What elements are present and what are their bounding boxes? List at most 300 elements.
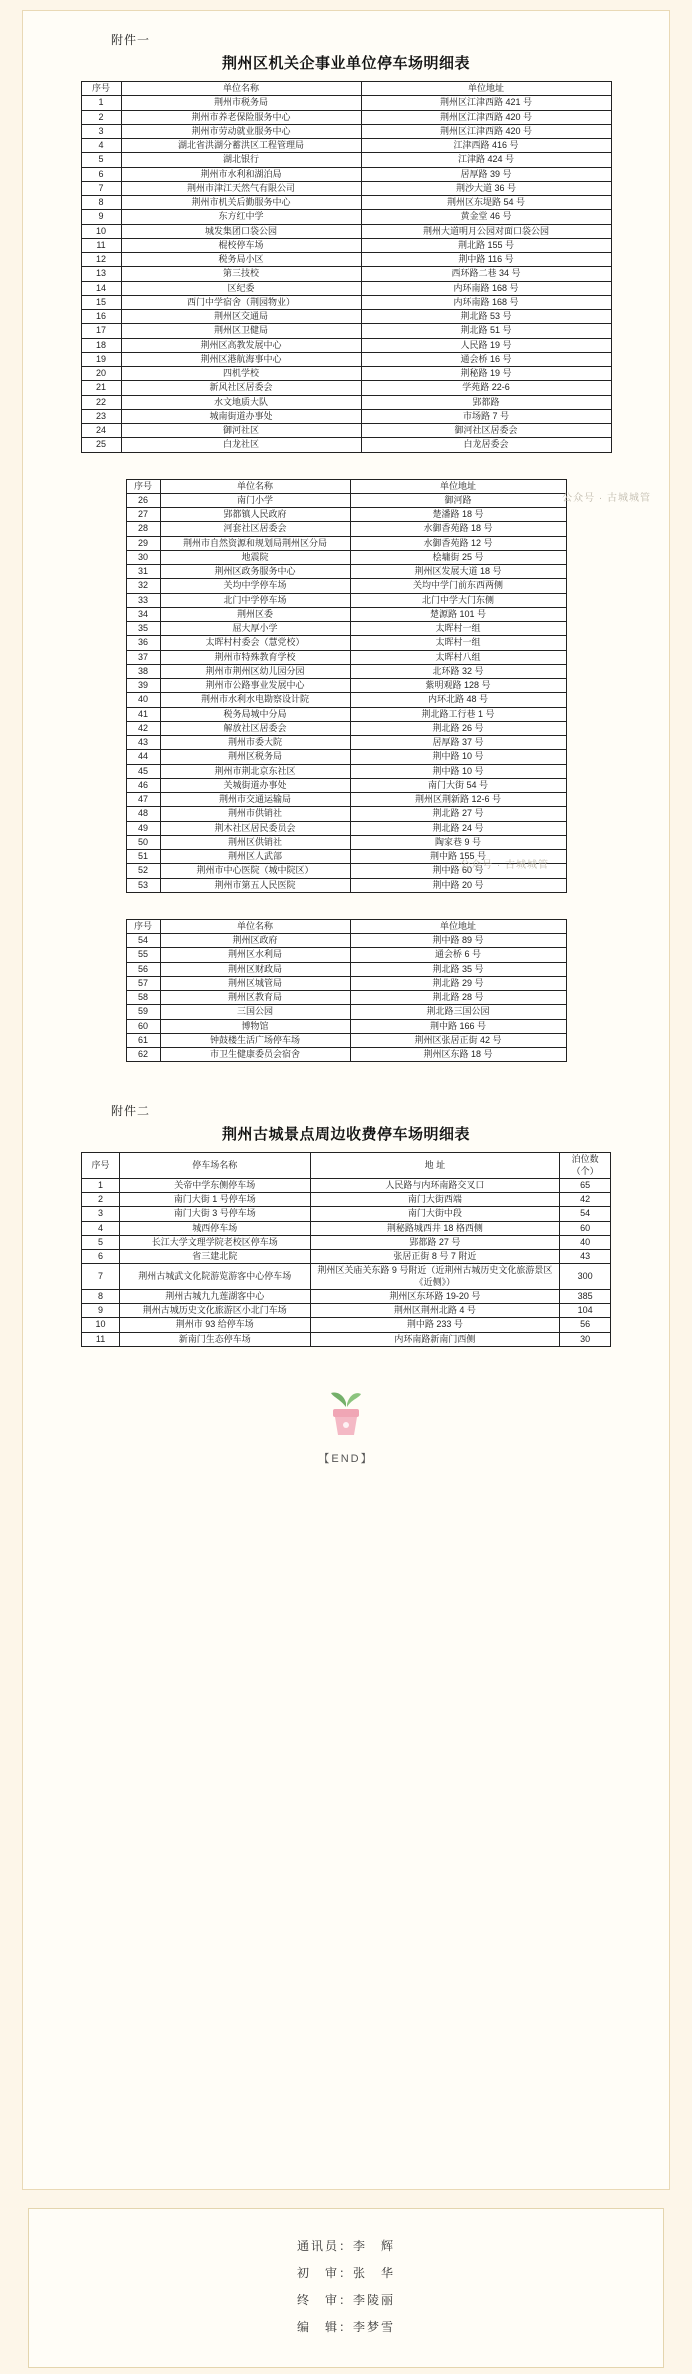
cell-index: 25 <box>81 438 121 452</box>
cell-unit-address: 荆中路 155 号 <box>350 850 566 864</box>
cell-unit-address: 水御香苑路 18 号 <box>350 522 566 536</box>
cell-unit-name: 荆州区卫健局 <box>121 324 361 338</box>
cell-index: 40 <box>126 693 160 707</box>
cell-unit-name: 御河社区 <box>121 424 361 438</box>
cell-unit-name: 南门小学 <box>160 493 350 507</box>
table-header-row <box>126 919 566 933</box>
cell-unit-name: 西门中学宿舍（荆园物业） <box>121 295 361 309</box>
table-row <box>126 807 566 821</box>
table-row <box>81 424 611 438</box>
cell-unit-address: 楚源路 101 号 <box>350 607 566 621</box>
cell-unit-name: 关城街道办事处 <box>160 778 350 792</box>
table-row <box>126 707 566 721</box>
attachment-2-title: 荆州古城景点周边收费停车场明细表 <box>221 1126 470 1144</box>
cell-index: 6 <box>81 167 121 181</box>
cell-unit-address: 荆州区张居正街 42 号 <box>350 1033 566 1047</box>
cell-address: 荆中路 233 号 <box>310 1318 560 1332</box>
table-row <box>126 1019 566 1033</box>
table-row <box>126 878 566 892</box>
table-row <box>126 764 566 778</box>
table-row <box>81 238 611 252</box>
cell-unit-address: 荆州区东路 18 号 <box>350 1048 566 1062</box>
cell-unit-name: 荆州区人武部 <box>160 850 350 864</box>
cell-address: 郢都路 27 号 <box>310 1235 560 1249</box>
cell-index: 1 <box>82 1178 120 1192</box>
cell-index: 6 <box>82 1250 120 1264</box>
table-row <box>81 167 611 181</box>
cell-unit-address: 荆州区发展大道 18 号 <box>350 565 566 579</box>
cell-spaces: 54 <box>560 1207 611 1221</box>
cell-unit-address: 荆州区江津西路 420 号 <box>361 124 611 138</box>
col-header-lot-name: 停车场名称 <box>120 1153 310 1179</box>
cell-unit-address: 荆北路 51 号 <box>361 324 611 338</box>
attachment-1-label: 附件一 <box>111 33 151 47</box>
table-row <box>82 1193 611 1207</box>
cell-unit-address: 郢都路 <box>361 395 611 409</box>
cell-unit-name: 市卫生健康委员会宿舍 <box>160 1048 350 1062</box>
table-row <box>126 934 566 948</box>
cell-index: 50 <box>126 835 160 849</box>
cell-index: 22 <box>81 395 121 409</box>
cell-unit-address: 荆中路 89 号 <box>350 934 566 948</box>
cell-index: 28 <box>126 522 160 536</box>
cell-unit-address: 荆中路 166 号 <box>350 1019 566 1033</box>
cell-unit-address: 太晖村八组 <box>350 650 566 664</box>
cell-index: 11 <box>82 1332 120 1346</box>
cell-index: 10 <box>81 224 121 238</box>
cell-unit-name: 太晖村村委会（慧党校） <box>160 636 350 650</box>
table-row <box>81 310 611 324</box>
cell-spaces: 56 <box>560 1318 611 1332</box>
cell-index: 34 <box>126 607 160 621</box>
table-row <box>126 493 566 507</box>
cell-unit-name: 湖北银行 <box>121 153 361 167</box>
cell-unit-name: 荆州市交通运输局 <box>160 793 350 807</box>
cell-unit-name: 白龙社区 <box>121 438 361 452</box>
cell-unit-name: 东方红中学 <box>121 210 361 224</box>
table-row <box>126 693 566 707</box>
cell-unit-name: 三国公园 <box>160 1005 350 1019</box>
cell-unit-address: 荆北路 155 号 <box>361 238 611 252</box>
cell-unit-address: 陶家巷 9 号 <box>350 835 566 849</box>
cell-unit-address: 荆北路 28 号 <box>350 991 566 1005</box>
table-row <box>81 395 611 409</box>
cell-index: 5 <box>81 153 121 167</box>
cell-spaces: 60 <box>560 1221 611 1235</box>
table-row <box>81 438 611 452</box>
cell-unit-address: 桧墉街 25 号 <box>350 550 566 564</box>
cell-unit-address: 北环路 32 号 <box>350 664 566 678</box>
cell-unit-address: 居厚路 37 号 <box>350 736 566 750</box>
cell-index: 15 <box>81 295 121 309</box>
table-row <box>81 367 611 381</box>
cell-unit-address: 荆中路 10 号 <box>350 764 566 778</box>
cell-unit-name: 荆州市水利和湖泊局 <box>121 167 361 181</box>
cell-index: 54 <box>126 934 160 948</box>
cell-unit-address: 荆北路 53 号 <box>361 310 611 324</box>
cell-unit-name: 荆州市中心医院（城中院区） <box>160 864 350 878</box>
cell-index: 49 <box>126 821 160 835</box>
table-row <box>82 1235 611 1249</box>
col-header-address: 地 址 <box>310 1153 560 1179</box>
col-header-spaces: 泊位数（个） <box>560 1153 611 1179</box>
cell-index: 3 <box>82 1207 120 1221</box>
cell-unit-name: 第三技校 <box>121 267 361 281</box>
table-row <box>81 338 611 352</box>
cell-unit-address: 紫明观路 128 号 <box>350 679 566 693</box>
cell-index: 56 <box>126 962 160 976</box>
cell-index: 7 <box>81 181 121 195</box>
cell-unit-address: 荆沙大道 36 号 <box>361 181 611 195</box>
cell-address: 张居正街 8 号 7 附近 <box>310 1250 560 1264</box>
cell-unit-name: 解放社区居委会 <box>160 721 350 735</box>
attachment-1-cont-body <box>126 493 566 892</box>
attachment-2-label: 附件二 <box>111 1104 151 1119</box>
table-row <box>126 579 566 593</box>
attachment-2-body <box>82 1178 611 1346</box>
col-header-index: 序号 <box>126 919 160 933</box>
watermark-middle: 公众号 · 古城城管 <box>460 860 549 871</box>
cell-index: 38 <box>126 664 160 678</box>
cell-index: 32 <box>126 579 160 593</box>
cell-unit-name: 荆州区教育局 <box>160 991 350 1005</box>
cell-lot-name: 南门大街 3 号停车场 <box>120 1207 310 1221</box>
cell-lot-name: 新南门生态停车场 <box>120 1332 310 1346</box>
credits-card <box>28 2208 664 2368</box>
cell-lot-name: 省三建北院 <box>120 1250 310 1264</box>
cell-unit-name: 荆州市税务局 <box>121 96 361 110</box>
credit-final-review: 终 审：李陵丽 <box>296 2293 395 2307</box>
cell-unit-address: 荆州区江津西路 420 号 <box>361 110 611 124</box>
cell-index: 57 <box>126 976 160 990</box>
attachment-1-table <box>81 81 612 453</box>
cell-unit-name: 郢都镇人民政府 <box>160 508 350 522</box>
cell-unit-name: 北门中学停车场 <box>160 593 350 607</box>
cell-index: 43 <box>126 736 160 750</box>
cell-unit-address: 荆北路 35 号 <box>350 962 566 976</box>
cell-unit-name: 屈大厚小学 <box>160 622 350 636</box>
cell-unit-name: 四机学校 <box>121 367 361 381</box>
cell-unit-name: 荆州市特殊教育学校 <box>160 650 350 664</box>
cell-unit-address: 内环南路 168 号 <box>361 295 611 309</box>
cell-unit-name: 城南街道办事处 <box>121 409 361 423</box>
cell-unit-name: 地震院 <box>160 550 350 564</box>
cell-unit-address: 内环南路 168 号 <box>361 281 611 295</box>
cell-unit-address: 太晖村一组 <box>350 636 566 650</box>
table-row <box>126 1048 566 1062</box>
cell-index: 8 <box>81 196 121 210</box>
table-row <box>81 253 611 267</box>
table-row <box>126 565 566 579</box>
cell-unit-name: 水文地质大队 <box>121 395 361 409</box>
cell-unit-address: 荆中路 10 号 <box>350 750 566 764</box>
cell-index: 36 <box>126 636 160 650</box>
col-header-index: 序号 <box>81 82 121 96</box>
cell-lot-name: 荆州古城武文化院游览游客中心停车场 <box>120 1264 310 1290</box>
cell-unit-address: 市场路 7 号 <box>361 409 611 423</box>
table-row <box>126 962 566 976</box>
cell-lot-name: 城西停车场 <box>120 1221 310 1235</box>
cell-index: 35 <box>126 622 160 636</box>
cell-unit-name: 荆州市第五人民医院 <box>160 878 350 892</box>
cell-spaces: 385 <box>560 1289 611 1303</box>
cell-index: 13 <box>81 267 121 281</box>
table-row <box>126 679 566 693</box>
table-row <box>126 593 566 607</box>
cell-unit-address: 江津路 424 号 <box>361 153 611 167</box>
cell-index: 47 <box>126 793 160 807</box>
document-card <box>22 10 670 2190</box>
table-row <box>81 324 611 338</box>
cell-address: 荆州区东环路 19-20 号 <box>310 1289 560 1303</box>
cell-address: 南门大街西端 <box>310 1193 560 1207</box>
cell-index: 17 <box>81 324 121 338</box>
table-row <box>82 1250 611 1264</box>
cell-index: 53 <box>126 878 160 892</box>
cell-unit-name: 荆州市养老保险服务中心 <box>121 110 361 124</box>
end-block <box>33 1387 659 1466</box>
cell-index: 7 <box>82 1264 120 1290</box>
cell-unit-address: 荆州区江津西路 421 号 <box>361 96 611 110</box>
table-row <box>81 267 611 281</box>
cell-spaces: 65 <box>560 1178 611 1192</box>
table-row <box>82 1304 611 1318</box>
cell-unit-address: 荆北路 26 号 <box>350 721 566 735</box>
table-row <box>81 110 611 124</box>
table-row <box>126 821 566 835</box>
table-row <box>82 1289 611 1303</box>
cell-lot-name: 关帝中学东侧停车场 <box>120 1178 310 1192</box>
cell-index: 29 <box>126 536 160 550</box>
cell-index: 4 <box>82 1221 120 1235</box>
col-header-unit-name: 单位名称 <box>160 479 350 493</box>
cell-unit-name: 荆州市劳动就业服务中心 <box>121 124 361 138</box>
credit-first-review: 初 审：张 华 <box>296 2266 395 2280</box>
cell-unit-name: 荆州市供销社 <box>160 807 350 821</box>
cell-spaces: 30 <box>560 1332 611 1346</box>
table-row <box>126 636 566 650</box>
cell-index: 5 <box>82 1235 120 1249</box>
cell-index: 1 <box>81 96 121 110</box>
cell-unit-address: 荆中路 20 号 <box>350 878 566 892</box>
cell-unit-name: 荆州市机关后勤服务中心 <box>121 196 361 210</box>
cell-index: 2 <box>82 1193 120 1207</box>
cell-unit-address: 荆北路工行巷 1 号 <box>350 707 566 721</box>
cell-index: 45 <box>126 764 160 778</box>
cell-index: 51 <box>126 850 160 864</box>
cell-unit-address: 通会桥 16 号 <box>361 352 611 366</box>
attachment-2-table <box>81 1152 611 1347</box>
table-row <box>126 622 566 636</box>
cell-index: 14 <box>81 281 121 295</box>
cell-unit-address: 西环路二巷 34 号 <box>361 267 611 281</box>
cell-index: 39 <box>126 679 160 693</box>
cell-lot-name: 南门大街 1 号停车场 <box>120 1193 310 1207</box>
cell-index: 33 <box>126 593 160 607</box>
cell-index: 10 <box>82 1318 120 1332</box>
table-row <box>126 721 566 735</box>
cell-index: 55 <box>126 948 160 962</box>
cell-index: 62 <box>126 1048 160 1062</box>
cell-index: 31 <box>126 565 160 579</box>
cell-unit-name: 荆州区政务服务中心 <box>160 565 350 579</box>
table-row <box>126 550 566 564</box>
cell-unit-name: 荆州区委 <box>160 607 350 621</box>
cell-unit-address: 内环北路 48 号 <box>350 693 566 707</box>
table-row <box>81 124 611 138</box>
cell-index: 4 <box>81 139 121 153</box>
cell-unit-address: 荆州大道明月公园对面口袋公园 <box>361 224 611 238</box>
cell-index: 60 <box>126 1019 160 1033</box>
cell-unit-name: 荆州区港航海事中心 <box>121 352 361 366</box>
table-row <box>126 508 566 522</box>
cell-unit-name: 荆州区水利局 <box>160 948 350 962</box>
cell-lot-name: 荆州市 93 给停车场 <box>120 1318 310 1332</box>
cell-unit-address: 白龙居委会 <box>361 438 611 452</box>
cell-spaces: 43 <box>560 1250 611 1264</box>
table-header-row <box>81 82 611 96</box>
cell-index: 21 <box>81 381 121 395</box>
table-header-row <box>126 479 566 493</box>
cell-unit-address: 荆秘路 19 号 <box>361 367 611 381</box>
cell-address: 荆州区荆州北路 4 号 <box>310 1304 560 1318</box>
cell-unit-name: 关均中学停车场 <box>160 579 350 593</box>
cell-lot-name: 长江大学文理学院老校区停车场 <box>120 1235 310 1249</box>
cell-index: 52 <box>126 864 160 878</box>
cell-unit-name: 税务局城中分局 <box>160 707 350 721</box>
cell-spaces: 300 <box>560 1264 611 1290</box>
cell-unit-name: 荆州市水利水电勘察设计院 <box>160 693 350 707</box>
cell-address: 人民路与内环南路交叉口 <box>310 1178 560 1192</box>
attachment-1-body <box>81 96 611 452</box>
cell-spaces: 42 <box>560 1193 611 1207</box>
table-row <box>126 948 566 962</box>
cell-unit-address: 太晖村一组 <box>350 622 566 636</box>
cell-unit-name: 钟鼓楼生活广场停车场 <box>160 1033 350 1047</box>
cell-unit-name: 荆木社区居民委员会 <box>160 821 350 835</box>
cell-address: 内环南路新南门西侧 <box>310 1332 560 1346</box>
table-row <box>126 736 566 750</box>
cell-unit-name: 荆州区财政局 <box>160 962 350 976</box>
table-row <box>126 991 566 1005</box>
table-row <box>81 210 611 224</box>
cell-unit-address: 居厚路 39 号 <box>361 167 611 181</box>
table-row <box>126 778 566 792</box>
cell-index: 19 <box>81 352 121 366</box>
cell-unit-address: 荆中路 60 号 <box>350 864 566 878</box>
attachment-1-cont2-body <box>126 934 566 1062</box>
table-row <box>81 409 611 423</box>
cell-unit-name: 河套社区居委会 <box>160 522 350 536</box>
cell-address: 南门大街中段 <box>310 1207 560 1221</box>
cell-index: 23 <box>81 409 121 423</box>
cell-index: 16 <box>81 310 121 324</box>
cell-index: 20 <box>81 367 121 381</box>
table-row <box>82 1178 611 1192</box>
credit-reporter: 通讯员：李 辉 <box>296 2239 395 2253</box>
cell-index: 37 <box>126 650 160 664</box>
cell-unit-name: 荆州市荆州区幼儿园分园 <box>160 664 350 678</box>
cell-index: 24 <box>81 424 121 438</box>
cell-index: 26 <box>126 493 160 507</box>
cell-unit-address: 南门大街 54 号 <box>350 778 566 792</box>
table-row <box>82 1221 611 1235</box>
cell-index: 44 <box>126 750 160 764</box>
cell-index: 8 <box>82 1289 120 1303</box>
cell-lot-name: 荆州古城九九莲湖客中心 <box>120 1289 310 1303</box>
table-row <box>126 793 566 807</box>
cell-index: 58 <box>126 991 160 1005</box>
col-header-index: 序号 <box>82 1153 120 1179</box>
table-row <box>126 607 566 621</box>
cell-spaces: 104 <box>560 1304 611 1318</box>
cell-unit-address: 荆北路三国公园 <box>350 1005 566 1019</box>
cell-unit-address: 荆中路 116 号 <box>361 253 611 267</box>
table-row <box>82 1318 611 1332</box>
cell-unit-address: 关均中学门前东西两侧 <box>350 579 566 593</box>
cell-unit-address: 学苑路 22-6 <box>361 381 611 395</box>
cell-unit-address: 人民路 19 号 <box>361 338 611 352</box>
cell-unit-name: 荆州区政府 <box>160 934 350 948</box>
table-row <box>126 976 566 990</box>
cell-unit-address: 荆北路 27 号 <box>350 807 566 821</box>
cell-unit-name: 荆州区交通局 <box>121 310 361 324</box>
cell-unit-name: 新风社区居委会 <box>121 381 361 395</box>
attachment-1-cont-table <box>126 479 567 893</box>
cell-unit-name: 荆州区高教发展中心 <box>121 338 361 352</box>
table-row <box>82 1332 611 1346</box>
table-row <box>126 750 566 764</box>
table-row <box>82 1207 611 1221</box>
table-row <box>81 281 611 295</box>
cell-unit-address: 通会桥 6 号 <box>350 948 566 962</box>
col-header-unit-name: 单位名称 <box>160 919 350 933</box>
table-row <box>81 139 611 153</box>
end-text: 【END】 <box>318 1452 374 1465</box>
cell-unit-address: 荆北路 29 号 <box>350 976 566 990</box>
cell-index: 11 <box>81 238 121 252</box>
cell-unit-name: 博物馆 <box>160 1019 350 1033</box>
cell-unit-address: 北门中学大门东侧 <box>350 593 566 607</box>
table-row <box>126 650 566 664</box>
cell-address: 荆秘路城西井 18 格西侧 <box>310 1221 560 1235</box>
table-row <box>126 1033 566 1047</box>
cell-unit-address: 荆州区东堤路 54 号 <box>361 196 611 210</box>
table-row <box>81 153 611 167</box>
cell-index: 42 <box>126 721 160 735</box>
table-row <box>126 835 566 849</box>
cell-unit-name: 荆州区供销社 <box>160 835 350 849</box>
table-row <box>81 224 611 238</box>
col-header-unit-address: 单位地址 <box>350 479 566 493</box>
plant-pot-icon <box>323 1387 369 1439</box>
cell-unit-name: 荆州区税务局 <box>160 750 350 764</box>
cell-unit-address: 黄金堂 46 号 <box>361 210 611 224</box>
cell-lot-name: 荆州古城历史文化旅游区小北门车场 <box>120 1304 310 1318</box>
cell-unit-name: 荆州区城管局 <box>160 976 350 990</box>
col-header-index: 序号 <box>126 479 160 493</box>
table-row <box>126 522 566 536</box>
cell-index: 30 <box>126 550 160 564</box>
cell-unit-name: 湖北省洪湖分蓄洪区工程管理局 <box>121 139 361 153</box>
col-header-unit-name: 单位名称 <box>121 82 361 96</box>
cell-unit-name: 荆州市自然资源和规划局荆州区分局 <box>160 536 350 550</box>
table-row <box>81 295 611 309</box>
cell-spaces: 40 <box>560 1235 611 1249</box>
cell-index: 48 <box>126 807 160 821</box>
cell-index: 46 <box>126 778 160 792</box>
table-row <box>82 1264 611 1290</box>
